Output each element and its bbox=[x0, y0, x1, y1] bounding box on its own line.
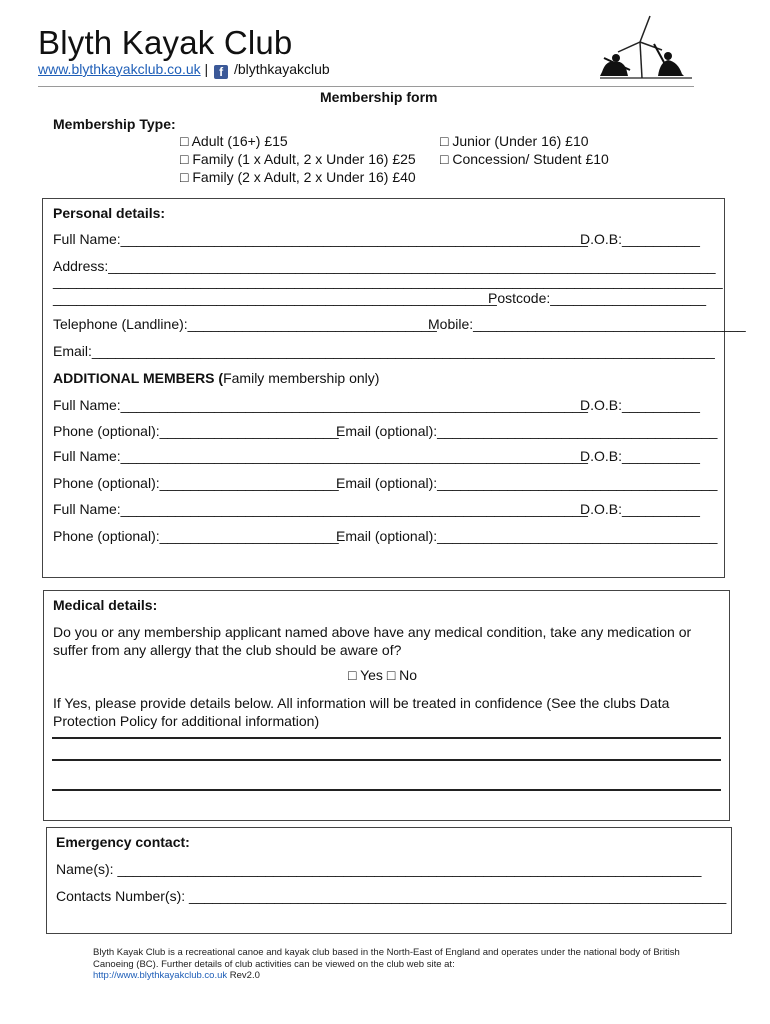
medical-instructions: If Yes, please provide details below. All information will be treated in confidence (See the clubs Data Protection Policy for additional information) bbox=[53, 695, 670, 729]
additional-heading-rest: Family membership only) bbox=[223, 370, 380, 386]
checkbox-icon[interactable]: □ bbox=[180, 133, 189, 149]
option-family-1[interactable] bbox=[180, 151, 416, 167]
address-line-2[interactable]: ______________________________________________________________________________________ bbox=[53, 273, 723, 289]
option-family-2[interactable] bbox=[180, 169, 416, 185]
member-2-email[interactable]: Email (optional):____________________________________ bbox=[336, 475, 718, 491]
kayak-club-logo bbox=[596, 14, 696, 82]
option-label: Adult (16+) £15 bbox=[191, 133, 288, 149]
option-adult[interactable] bbox=[180, 133, 288, 149]
option-concession[interactable] bbox=[440, 151, 609, 167]
emergency-names-field[interactable]: Name(s): ___________________________________________________________________________ bbox=[56, 861, 702, 877]
member-1-phone[interactable]: Phone (optional):_______________________ bbox=[53, 423, 339, 439]
header-links bbox=[38, 61, 330, 79]
checkbox-icon[interactable]: □ bbox=[440, 151, 449, 167]
member-3-dob[interactable]: D.O.B:__________ bbox=[580, 501, 700, 517]
option-junior[interactable] bbox=[440, 133, 589, 149]
separator: | bbox=[204, 61, 209, 77]
footer-link[interactable]: http://www.blythkayakclub.co.uk bbox=[93, 970, 228, 981]
form-title: Membership form bbox=[320, 89, 438, 105]
additional-heading-bold: ADDITIONAL MEMBERS ( bbox=[53, 370, 224, 386]
mobile-field[interactable]: Mobile:___________________________________ bbox=[428, 316, 746, 332]
member-2-dob[interactable]: D.O.B:__________ bbox=[580, 448, 700, 464]
website-link[interactable]: www.blythkayakclub.co.uk bbox=[38, 61, 201, 77]
member-3-full-name[interactable]: Full Name:____________________________________________________________ bbox=[53, 501, 588, 517]
address-field[interactable]: Address:______________________________________________________________________________ bbox=[53, 258, 716, 274]
facebook-icon: f bbox=[214, 65, 228, 79]
header-divider bbox=[38, 86, 694, 87]
emergency-contact-heading: Emergency contact: bbox=[56, 834, 190, 850]
option-label: Family (2 x Adult, 2 x Under 16) £40 bbox=[192, 169, 416, 185]
option-label: Concession/ Student £10 bbox=[452, 151, 609, 167]
member-2-full-name[interactable]: Full Name:____________________________________________________________ bbox=[53, 448, 588, 464]
medical-details-line-3[interactable] bbox=[52, 789, 721, 791]
email-field[interactable]: Email:________________________________________________________________________________ bbox=[53, 343, 715, 359]
option-label: Junior (Under 16) £10 bbox=[452, 133, 589, 149]
medical-details-line-2[interactable] bbox=[52, 759, 721, 761]
checkbox-icon[interactable]: □ bbox=[180, 151, 189, 167]
additional-members-heading bbox=[53, 370, 379, 386]
medical-details-line-1[interactable] bbox=[52, 737, 721, 739]
footer-note bbox=[93, 947, 683, 982]
personal-details-box bbox=[42, 198, 746, 578]
facebook-handle: /blythkayakclub bbox=[233, 61, 330, 77]
option-label: Family (1 x Adult, 2 x Under 16) £25 bbox=[192, 151, 416, 167]
member-1-dob[interactable]: D.O.B:__________ bbox=[580, 397, 700, 413]
member-3-email[interactable]: Email (optional):____________________________________ bbox=[336, 528, 718, 544]
emergency-numbers-field[interactable]: Contacts Number(s): _____________________________________________________________________ bbox=[56, 888, 727, 904]
footer-text: Blyth Kayak Club is a recreational canoe and kayak club based in the North-East of England and operates under the national body of British Canoeing (BC). Further details of club activities can be viewed on the club web site at: bbox=[93, 947, 680, 970]
checkbox-icon[interactable]: □ bbox=[180, 169, 189, 185]
postcode-field[interactable]: Postcode:____________________ bbox=[488, 290, 706, 306]
member-1-email[interactable]: Email (optional):____________________________________ bbox=[336, 423, 718, 439]
checkbox-icon[interactable]: □ bbox=[440, 133, 449, 149]
revision: Rev2.0 bbox=[229, 970, 260, 981]
medical-details-heading: Medical details: bbox=[53, 597, 158, 613]
member-1-full-name[interactable]: Full Name:____________________________________________________________ bbox=[53, 397, 588, 413]
medical-question: Do you or any membership applicant named above have any medical condition, take any medication or suffer from any allergy that the club should be aware of? bbox=[53, 624, 692, 658]
personal-details-heading: Personal details: bbox=[53, 205, 166, 221]
member-3-phone[interactable]: Phone (optional):_______________________ bbox=[53, 528, 339, 544]
club-title: Blyth Kayak Club bbox=[38, 24, 293, 61]
address-line-3[interactable]: _________________________________________________________ bbox=[53, 290, 497, 306]
member-2-phone[interactable]: Phone (optional):_______________________ bbox=[53, 475, 339, 491]
full-name-field[interactable]: Full Name:____________________________________________________________ bbox=[53, 231, 588, 247]
dob-field[interactable]: D.O.B:__________ bbox=[580, 231, 700, 247]
yes-no-options[interactable]: □ Yes □ No bbox=[348, 667, 418, 683]
telephone-field[interactable]: Telephone (Landline):________________________________ bbox=[53, 316, 437, 332]
membership-type-label: Membership Type: bbox=[53, 116, 176, 132]
